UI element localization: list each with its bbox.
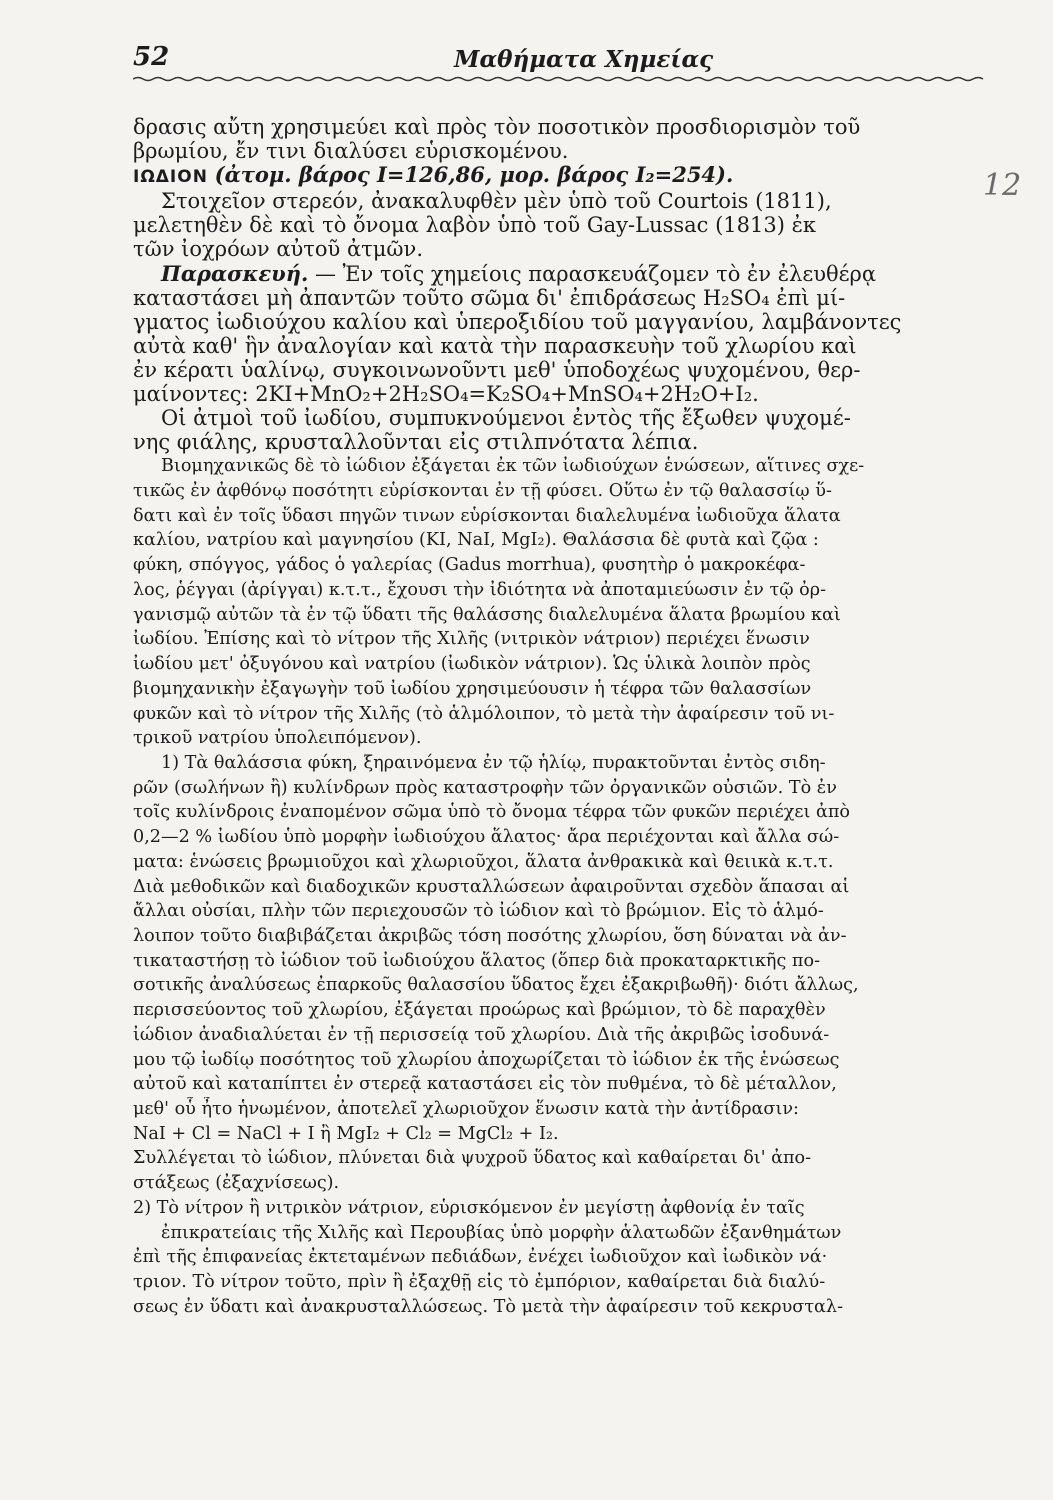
element-heading-symbol: ΙΩΔΙΟΝ [133,167,208,188]
text-line: γματος ἰωδιούχου καλίου καὶ ὑπεροξιδίου τοῦ μαγγανίου, λαμβάνοντες [133,309,902,334]
small-text-line: τριον. Τὸ νίτρον τοῦτο, πρὶν ἢ ἐξαχθῇ εἰς τὸ ἐμπόριον, καθαίρεται διὰ διαλύ- [133,1272,826,1293]
text-line: δρασις αὔτη χρησιμεύει καὶ πρὸς τὸν ποσοτικὸν προσδιορισμὸν τοῦ [133,115,861,139]
small-text-line: Διὰ μεθοδικῶν καὶ διαδοχικῶν κρυσταλλώσεων ἀφαιροῦνται σχεδὸν ἅπασαι αἱ [133,876,850,897]
page-number: 52 [133,42,170,72]
small-text-line: περισσεύοντος τοῦ χλωρίου, ἐξάγεται προώρως καὶ βρώμιον, τὸ δὲ παραχθὲν [133,1000,826,1021]
small-text-line: ἐπικρατείαις τῆς Χιλῆς καὶ Περουβίας ὑπὸ μορφὴν ἁλατωδῶν ἐξανθημάτων [161,1222,842,1243]
text-line: μελετηθὲν δὲ καὶ τὸ ὄνομα λαβὸν ὑπὸ τοῦ Gay-Lussac (1813) ἐκ [133,213,817,238]
small-text-line: σεως ἐν ὕδατι καὶ ἀνακρυσταλλώσεως. Τὸ μετὰ τὴν ἀφαίρεσιν τοῦ κεκρυσταλ- [133,1296,844,1317]
header-wavy-rule [133,76,988,82]
small-text-line: NaI + Cl = NaCl + I ἢ MgI₂ + Cl₂ = MgCl₂ + I₂. [133,1123,559,1144]
section-first-line [133,262,993,286]
small-text-line: δατι καὶ ἐν τοῖς ὕδασι πηγῶν τινων εὑρίσκονται διαλελυμένα ἰωδιοῦχα ἅλατα [133,505,841,526]
small-text-line: Βιομηχανικῶς δὲ τὸ ἰώδιον ἐξάγεται ἐκ τῶν ἰωδιούχων ἑνώσεων, αἵτινες σχε- [161,456,865,477]
small-text-line: 2) Τὸ νίτρον ἢ νιτρικὸν νάτριον, εὑρισκόμενον ἐν μεγίστῃ ἀφθονίᾳ ἐν ταῖς [133,1197,805,1218]
small-text-line: μεθ' οὗ ἦτο ἡνωμένον, ἀποτελεῖ χλωριοῦχον ἕνωσιν κατὰ τὴν ἀντίδρασιν: [133,1099,799,1119]
small-text-line: τικῶς ἐν ἀφθόνῳ ποσότητι εὑρίσκονται ἐν τῇ φύσει. Οὕτω ἐν τῷ θαλασσίῳ ὕ- [133,481,832,502]
reaction-equation: μαίνοντες: 2KI+MnO₂+2H₂SO₄=K₂SO₄+MnSO₄+2H₂O+I₂. [133,382,759,407]
small-text-line: τοῖς κυλίνδροις ἐναπομένον σῶμα ὑπὸ τὸ ὄνομα τέφρα τῶν φυκῶν περιέχει ἀπὸ [133,802,851,823]
element-heading [133,163,993,189]
text-line: ἐν κέρατι ὑαλίνῳ, συγκοινωνοῦντι μεθ' ὑποδοχέως ψυχομένου, θερ- [133,357,861,382]
small-text-line: καλίου, νατρίου καὶ μαγνησίου (KI, NaI, MgI₂). Θαλάσσια δὲ φυτὰ καὶ ζῷα : [133,530,819,551]
element-heading-weights: (ἀτομ. βάρος I=126,86, μορ. βάρος I₂=254). [214,163,734,188]
small-text-line: ρῶν (σωλήνων ἢ) κυλίνδρων πρὸς καταστροφὴν τῶν ὀργανικῶν οὐσιῶν. Τὸ ἐν [133,777,837,798]
small-text-line: ἐπὶ τῆς ἐπιφανείας ἐκτεταμένων πεδιάδων, ἐνέχει ἰωδιοῦχον καὶ ἰωδικὸν νά· [133,1247,828,1268]
text-line: νης φιάλης, κρυσταλλοῦνται εἰς στιλπνότατα λέπια. [133,430,699,455]
small-text-line: ἰωδίου μετ' ὀξυγόνου καὶ νατρίου (ἰωδικὸν νάτριον). Ὡς ὑλικὰ λοιπὸν πρὸς [133,654,811,675]
small-text-line: ἰωδίου. Ἐπίσης καὶ τὸ νίτρον τῆς Χιλῆς (νιτρικὸν νάτριον) περιέχει ἕνωσιν [133,629,810,650]
text-line: βρωμίου, ἔν τινι διαλύσει εὑρισκομένου. [133,139,569,164]
small-text-line: ἰώδιον ἀναδιαλύεται ἐν τῇ περισσείᾳ τοῦ χλωρίου. Διὰ τῆς ἀκριβῶς ἰσοδυνά- [133,1024,830,1045]
text-line: αὐτὰ καθ' ἣν ἀναλογίαν καὶ κατὰ τὴν παρασκευὴν τοῦ χλωρίου καὶ [133,333,857,358]
body-text [133,115,993,1319]
small-text-line: τικαταστήσῃ τὸ ἰώδιον τοῦ ἰωδιούχου ἅλατος (ὅπερ διὰ προκαταρκτικῆς πο- [133,950,821,971]
small-text-line: βιομηχανικὴν ἐξαγωγὴν τοῦ ἰωδίου χρησιμεύουσιν ἡ τέφρα τῶν θαλασσίων [133,678,812,699]
running-title: Μαθήματα Χημείας [454,46,714,73]
page-header [133,42,993,82]
small-text-line: αὐτοῦ καὶ καταπίπτει ἐν στερεᾷ καταστάσει εἰς τὸν πυθμένα, τὸ δὲ μέταλλον, [133,1074,837,1095]
small-text-line: φύκη, σπόγγος, γάδος ὁ γαλερίας (Gadus morrhua), φυσητὴρ ὁ μακροκέφα- [133,555,806,576]
small-text-line: γανισμῷ αὐτῶν τὰ ἐν τῷ ὕδατι τῆς θαλάσσης διαλελυμένα ἅλατα βρωμίου καὶ [133,604,841,625]
small-text-line: στάξεως (ἐξαχνίσεως). [133,1173,340,1194]
small-text-line: ματα: ἑνώσεις βρωμιοῦχοι καὶ χλωριοῦχοι, ἅλατα ἀνθρακικὰ καὶ θειικὰ κ.τ.τ. [133,851,834,872]
small-text-line: ἄλλαι οὐσίαι, πλὴν τῶν περιεχουσῶν τὸ ἰώδιον καὶ τὸ βρώμιον. Εἰς τὸ ἁλμό- [133,901,824,922]
text-line: τῶν ἰοχρόων αὐτοῦ ἀτμῶν. [133,237,424,262]
text-line: Στοιχεῖον στερεόν, ἀνακαλυφθὲν μὲν ὑπὸ τοῦ Courtois (1811), [161,189,832,214]
small-text-line: 1) Τὰ θαλάσσια φύκη, ξηραινόμενα ἐν τῷ ἡλίῳ, πυρακτοῦνται ἐντὸς σιδη- [161,752,826,773]
small-text-line: φυκῶν καὶ τὸ νίτρον τῆς Χιλῆς (τὸ ἁλμόλοιπον, τὸ μετὰ τὴν ἀφαίρεσιν τοῦ νι- [133,703,835,724]
small-text-line: σοτικῆς ἀναλύσεως ἐπαρκοῦς θαλασσίου ὕδατος ἔχει ἐξακριβωθῆ)· διότι ἄλλως, [133,975,859,996]
section-first-text: — Ἐν τοῖς χημείοις παρασκευάζομεν τὸ ἐν ἐλευθέρᾳ [308,261,877,286]
small-text-line: λος, ῥέγγαι (ἀρίγγαι) κ.τ.τ., ἔχουσι τὴν ἰδιότητα νὰ ἀποταμιεύωσιν ἐν τῷ ὀρ- [133,579,827,600]
handwritten-margin-note: 12 [983,168,1022,203]
text-line: Οἱ ἀτμοὶ τοῦ ἰωδίου, συμπυκνούμενοι ἐντὸς τῆς ἔξωθεν ψυχομέ- [161,406,851,431]
text-line: καταστάσει μὴ ἀπαντῶν τοῦτο σῶμα δι' ἐπιδράσεως H₂SO₄ ἐπὶ μί- [133,285,846,310]
section-title: Παρασκευή. [161,261,309,286]
small-text-line: λοιπον τοῦτο διαβιβάζεται ἀκριβῶς τόση ποσότης χλωρίου, ὅση δύναται νὰ ἀν- [133,925,847,946]
small-text-line: 0,2—2 % ἰωδίου ὑπὸ μορφὴν ἰωδιούχου ἅλατος· ἄρα περιέχονται καὶ ἄλλα σώ- [133,827,840,848]
small-text-line: τρικοῦ νατρίου ὑπολειπόμενον). [133,728,422,749]
small-text-line: μου τῷ ἰωδίῳ ποσότητος τοῦ χλωρίου ἀποχωρίζεται τὸ ἰώδιον ἐκ τῆς ἑνώσεως [133,1049,840,1070]
reaction-equation-small: Συλλέγεται τὸ ἰώδιον, πλύνεται διὰ ψυχροῦ ὕδατος καὶ καθαίρεται δι' ἀπο- [133,1148,812,1169]
